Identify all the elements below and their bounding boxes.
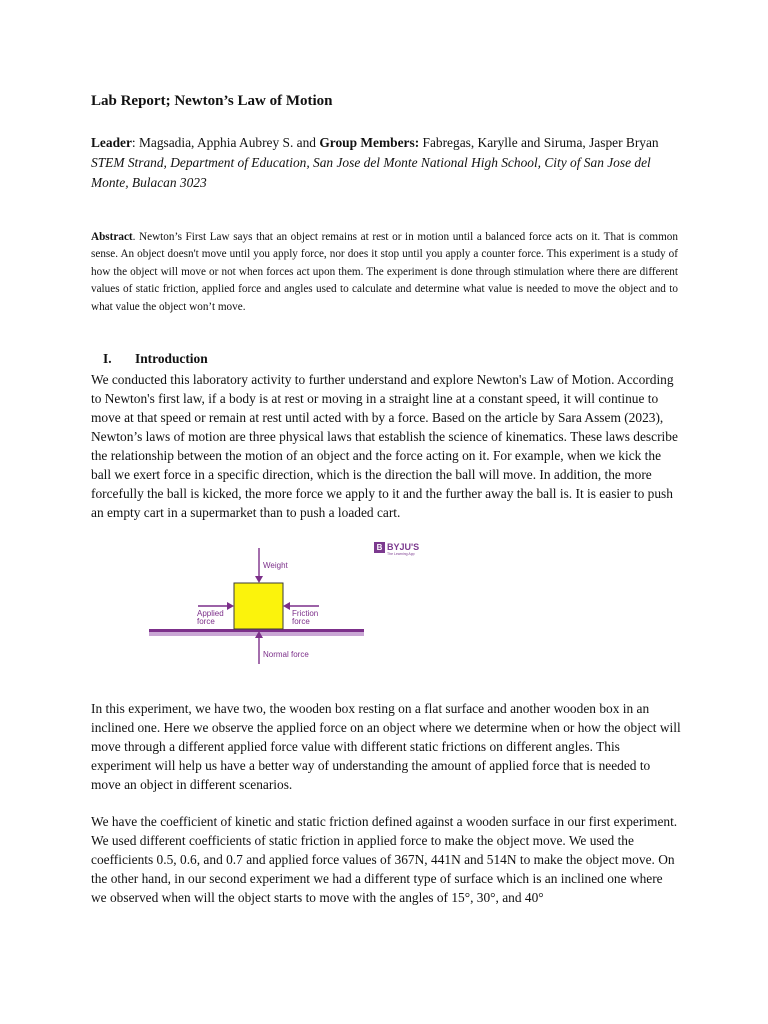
section-number: I. bbox=[103, 351, 112, 366]
brand-name: BYJU'S bbox=[387, 542, 420, 552]
abstract bbox=[91, 229, 678, 316]
section-heading-introduction bbox=[103, 351, 208, 367]
brand-tagline: The Learning App bbox=[387, 552, 415, 556]
weight-arrow-head bbox=[255, 576, 263, 583]
friction-arrow-head bbox=[283, 602, 290, 610]
force-diagram-svg bbox=[146, 540, 426, 668]
affiliation: STEM Strand, Department of Education, San Jose del Monte National High School, City of San Jose del Monte, Bulacan 3023 bbox=[91, 155, 651, 190]
applied-arrow-head bbox=[227, 602, 234, 610]
leader-label: Leader bbox=[91, 135, 132, 150]
author-block bbox=[91, 133, 691, 193]
members-label: Group Members: bbox=[319, 135, 420, 150]
intro-paragraph-3: We have the coefficient of kinetic and static friction defined against a wooden surface in our first experiment. We used different coefficients of static friction in applied force to make the object move. We used the coefficients 0.5, 0.6, and 0.7 and applied force values of 367N, 441N and 514N to make the object move. On the other hand, in our second experiment we had a different type of surface which is an inclined one where we observed when will the object starts to move with the angles of 15°, 30°, and 40° bbox=[91, 814, 678, 905]
leader-names: : Magsadia, Apphia Aubrey S. and bbox=[131, 135, 320, 150]
byjus-logo bbox=[374, 542, 419, 556]
abstract-label: Abstract bbox=[91, 231, 133, 243]
report-title: Lab Report; Newton’s Law of Motion bbox=[91, 93, 333, 109]
intro-paragraph-1: We conducted this laboratory activity to further understand and explore Newton's Law of Motion. According to Newton's first law, if a body is at rest or moving in a straight line at a constant speed, it will continue to move at that speed or remain at rest until acted with by a force. Based on the article by Sara Assem (2023), Newton’s laws of motion are three physical laws that establish the science of kinematics. These laws describe the relationship between the motion of an object and the force acting on it. For example, when we kick the ball we exert force in a specific direction, which is the direction the ball will move. In addition, the more forcefully the ball is kicked, the more force we apply to it and the further away the ball is. It is easier to push an empty cart in a supermarket than to push a loaded cart. bbox=[91, 372, 678, 520]
friction-label-line2: force bbox=[292, 617, 310, 626]
friction-label-line1: Friction bbox=[292, 609, 319, 618]
applied-label-line1: Applied bbox=[197, 609, 224, 618]
applied-label-line2: force bbox=[197, 617, 215, 626]
block bbox=[234, 583, 283, 629]
members-names: Fabregas, Karylle and Siruma, Jasper Bryan bbox=[419, 135, 659, 150]
section-title: Introduction bbox=[135, 351, 208, 366]
abstract-text: . Newton’s First Law says that an object remains at rest or in motion until a balanced force acts on it. That is common sense. An object doesn't move until you apply force, nor does it stop until you apply a counter force. This experiment is a study of how the object will move or not when forces act upon them. The experiment is done through stimulation where there are different values of static friction, applied force and angles used to calculate and determine what value is needed to move the object and to what value the object won’t move. bbox=[91, 231, 678, 313]
intro-paragraph-2: In this experiment, we have two, the wooden box resting on a flat surface and another wooden box in an inclined one. Here we observe the applied force on an object where we determine when or how the object will move through a different applied force value with different static frictions on different angles. This experiment will help us have a better way of understanding the amount of applied force that is needed to move an object in different scenarios. bbox=[91, 701, 681, 792]
force-diagram bbox=[146, 540, 426, 668]
normal-label: Normal force bbox=[263, 650, 309, 659]
byjus-logo-mark: B bbox=[374, 542, 385, 553]
weight-label: Weight bbox=[263, 561, 288, 570]
